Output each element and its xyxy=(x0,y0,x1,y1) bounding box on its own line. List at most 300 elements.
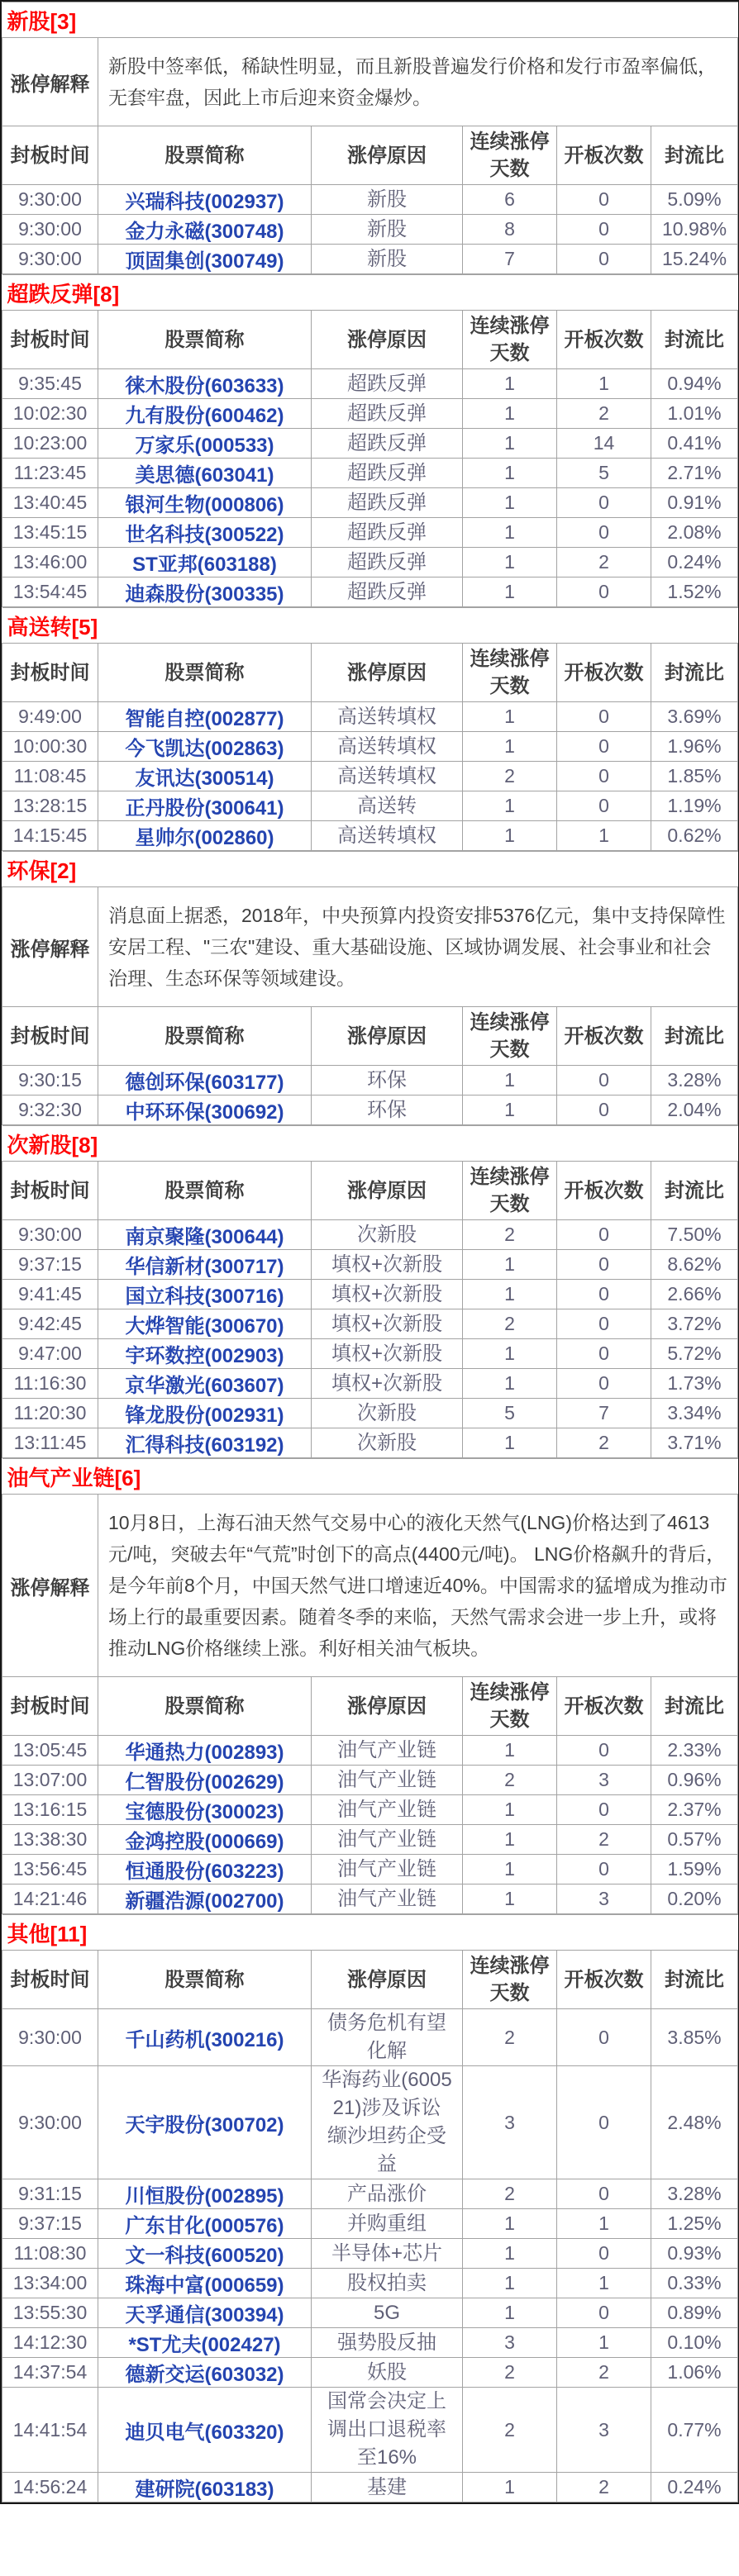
column-header: 涨停原因 xyxy=(312,1951,463,2009)
stock-row xyxy=(2,399,738,429)
streak-days: 1 xyxy=(463,1884,557,1914)
limit-up-reason: 华海药业(600521)涉及诉讼 缬沙坦药企受益 xyxy=(312,2066,463,2179)
streak-days: 2 xyxy=(463,2009,557,2066)
stock-name-link[interactable]: 徕木股份(603633) xyxy=(98,369,312,399)
column-header: 封板时间 xyxy=(2,1677,98,1736)
seal-time: 11:20:30 xyxy=(2,1399,98,1428)
streak-days: 2 xyxy=(463,2388,557,2473)
table-header-row xyxy=(2,1951,738,2009)
reopen-count: 0 xyxy=(557,215,651,245)
seal-time: 13:45:15 xyxy=(2,518,98,548)
limit-up-reason: 油气产业链 xyxy=(312,1766,463,1795)
stock-name-link[interactable]: 天孚通信(300394) xyxy=(98,2298,312,2328)
explanation-label: 涨停解释 xyxy=(2,38,98,126)
stock-row xyxy=(2,732,738,762)
seal-flow-ratio: 2.48% xyxy=(651,2066,738,2179)
seal-time: 9:49:00 xyxy=(2,702,98,732)
table-header-row xyxy=(2,1677,738,1736)
stock-row xyxy=(2,2473,738,2502)
section-table xyxy=(2,607,738,851)
stock-name-link[interactable]: 迪贝电气(603320) xyxy=(98,2388,312,2473)
stock-row xyxy=(2,369,738,399)
stock-row xyxy=(2,185,738,215)
streak-days: 1 xyxy=(463,1096,557,1125)
seal-flow-ratio: 0.94% xyxy=(651,369,738,399)
streak-days: 1 xyxy=(463,1066,557,1096)
stock-name-link[interactable]: 顶固集创(300749) xyxy=(98,245,312,274)
seal-flow-ratio: 1.52% xyxy=(651,577,738,607)
table-header-row xyxy=(2,1007,738,1066)
limit-up-reason: 高送转填权 xyxy=(312,732,463,762)
column-header: 股票简称 xyxy=(98,1677,312,1736)
stock-row xyxy=(2,702,738,732)
section-title-row xyxy=(2,2,738,38)
reopen-count: 3 xyxy=(557,1766,651,1795)
reopen-count: 0 xyxy=(557,1096,651,1125)
column-header: 股票简称 xyxy=(98,1951,312,2009)
stock-row xyxy=(2,2269,738,2298)
stock-name-link[interactable]: 兴瑞科技(002937) xyxy=(98,185,312,215)
stock-name-link[interactable]: 智能自控(002877) xyxy=(98,702,312,732)
streak-days: 1 xyxy=(463,2298,557,2328)
seal-time: 14:15:45 xyxy=(2,821,98,851)
limit-up-reason: 超跌反弹 xyxy=(312,548,463,577)
limit-up-reason: 产品涨价 xyxy=(312,2179,463,2209)
stock-row xyxy=(2,1309,738,1339)
stock-row xyxy=(2,1399,738,1428)
stock-name-link[interactable]: 世名科技(300522) xyxy=(98,518,312,548)
limit-up-reason: 债务危机有望化解 xyxy=(312,2009,463,2066)
seal-flow-ratio: 0.89% xyxy=(651,2298,738,2328)
stock-name-link[interactable]: 金力永磁(300748) xyxy=(98,215,312,245)
reopen-count: 0 xyxy=(557,488,651,518)
section-title: 新股[3] xyxy=(2,2,738,38)
seal-time: 14:41:54 xyxy=(2,2388,98,2473)
reopen-count: 2 xyxy=(557,399,651,429)
seal-flow-ratio: 0.24% xyxy=(651,548,738,577)
seal-flow-ratio: 2.37% xyxy=(651,1795,738,1825)
reopen-count: 0 xyxy=(557,245,651,274)
stock-row xyxy=(2,245,738,274)
stock-name-link[interactable]: *ST尤夫(002427) xyxy=(98,2328,312,2358)
seal-flow-ratio: 0.77% xyxy=(651,2388,738,2473)
limit-up-reason: 填权+次新股 xyxy=(312,1309,463,1339)
streak-days: 2 xyxy=(463,1766,557,1795)
stock-row xyxy=(2,2298,738,2328)
stock-name-link[interactable]: 银河生物(000806) xyxy=(98,488,312,518)
limit-up-reason: 超跌反弹 xyxy=(312,429,463,459)
streak-days: 1 xyxy=(463,1795,557,1825)
stock-name-link[interactable]: 广东甘化(000576) xyxy=(98,2209,312,2239)
reopen-count: 0 xyxy=(557,1855,651,1884)
seal-time: 13:34:00 xyxy=(2,2269,98,2298)
streak-days: 1 xyxy=(463,1736,557,1766)
seal-time: 9:31:15 xyxy=(2,2179,98,2209)
column-header: 封流比 xyxy=(651,1007,738,1066)
stock-name-link[interactable]: 仁智股份(002629) xyxy=(98,1766,312,1795)
section-table xyxy=(2,1458,738,1914)
stock-row xyxy=(2,2328,738,2358)
reopen-count: 0 xyxy=(557,762,651,791)
reopen-count: 0 xyxy=(557,185,651,215)
section-table xyxy=(2,2,738,274)
section-table xyxy=(2,1914,738,2502)
seal-flow-ratio: 3.28% xyxy=(651,1066,738,1096)
limit-up-reason: 油气产业链 xyxy=(312,1855,463,1884)
limit-up-reason: 高送转填权 xyxy=(312,762,463,791)
seal-time: 9:35:45 xyxy=(2,369,98,399)
seal-time: 9:30:00 xyxy=(2,215,98,245)
seal-flow-ratio: 3.69% xyxy=(651,702,738,732)
table-header-row xyxy=(2,311,738,369)
seal-time: 13:28:15 xyxy=(2,791,98,821)
seal-time: 9:30:15 xyxy=(2,1066,98,1096)
seal-flow-ratio: 2.08% xyxy=(651,518,738,548)
stock-row xyxy=(2,1369,738,1399)
stock-row xyxy=(2,1736,738,1766)
section-title: 次新股[8] xyxy=(2,1126,738,1162)
reopen-count: 2 xyxy=(557,1428,651,1458)
column-header: 开板次数 xyxy=(557,1951,651,2009)
reopen-count: 0 xyxy=(557,518,651,548)
streak-days: 3 xyxy=(463,2066,557,2179)
seal-time: 11:08:45 xyxy=(2,762,98,791)
column-header: 开板次数 xyxy=(557,126,651,185)
seal-flow-ratio: 3.28% xyxy=(651,2179,738,2209)
reopen-count: 7 xyxy=(557,1399,651,1428)
seal-flow-ratio: 1.06% xyxy=(651,2358,738,2388)
seal-time: 13:05:45 xyxy=(2,1736,98,1766)
column-header: 股票简称 xyxy=(98,644,312,702)
streak-days: 1 xyxy=(463,791,557,821)
reopen-count: 0 xyxy=(557,1369,651,1399)
reopen-count: 0 xyxy=(557,577,651,607)
limit-up-reason: 次新股 xyxy=(312,1220,463,1250)
seal-time: 9:32:30 xyxy=(2,1096,98,1125)
seal-time: 13:07:00 xyxy=(2,1766,98,1795)
limit-up-reason: 填权+次新股 xyxy=(312,1369,463,1399)
reopen-count: 1 xyxy=(557,369,651,399)
limit-up-reason: 高送转填权 xyxy=(312,821,463,851)
column-header: 封板时间 xyxy=(2,1951,98,2009)
seal-time: 9:30:00 xyxy=(2,1220,98,1250)
reopen-count: 3 xyxy=(557,2388,651,2473)
seal-flow-ratio: 3.34% xyxy=(651,1399,738,1428)
streak-days: 1 xyxy=(463,1855,557,1884)
column-header: 股票简称 xyxy=(98,1162,312,1220)
stock-name-link[interactable]: 正丹股份(300641) xyxy=(98,791,312,821)
streak-days: 1 xyxy=(463,488,557,518)
seal-flow-ratio: 0.20% xyxy=(651,1884,738,1914)
limit-up-reason: 妖股 xyxy=(312,2358,463,2388)
stock-row xyxy=(2,762,738,791)
stock-name-link[interactable]: 大烨智能(300670) xyxy=(98,1309,312,1339)
seal-flow-ratio: 3.71% xyxy=(651,1428,738,1458)
stock-row xyxy=(2,429,738,459)
limit-up-reason: 油气产业链 xyxy=(312,1795,463,1825)
reopen-count: 0 xyxy=(557,732,651,762)
seal-time: 14:56:24 xyxy=(2,2473,98,2502)
reopen-count: 1 xyxy=(557,821,651,851)
streak-days: 1 xyxy=(463,577,557,607)
streak-days: 1 xyxy=(463,1369,557,1399)
reopen-count: 0 xyxy=(557,702,651,732)
seal-time: 9:30:00 xyxy=(2,2066,98,2179)
seal-time: 9:30:00 xyxy=(2,185,98,215)
stock-name-link[interactable]: 中环环保(300692) xyxy=(98,1096,312,1125)
column-header: 涨停原因 xyxy=(312,126,463,185)
limit-up-reason: 高送转填权 xyxy=(312,702,463,732)
seal-time: 11:23:45 xyxy=(2,459,98,488)
seal-time: 11:16:30 xyxy=(2,1369,98,1399)
stock-row xyxy=(2,1825,738,1855)
limit-up-reason: 超跌反弹 xyxy=(312,488,463,518)
stock-name-link[interactable]: 文一科技(600520) xyxy=(98,2239,312,2269)
stock-name-link[interactable]: 川恒股份(002895) xyxy=(98,2179,312,2209)
seal-time: 11:08:30 xyxy=(2,2239,98,2269)
stock-name-link[interactable]: 德新交运(603032) xyxy=(98,2358,312,2388)
stock-name-link[interactable]: 锋龙股份(002931) xyxy=(98,1399,312,1428)
streak-days: 2 xyxy=(463,2358,557,2388)
streak-days: 7 xyxy=(463,245,557,274)
seal-flow-ratio: 3.85% xyxy=(651,2009,738,2066)
limit-up-reason: 填权+次新股 xyxy=(312,1339,463,1369)
column-header: 连续涨停天数 xyxy=(463,1162,557,1220)
explanation-label: 涨停解释 xyxy=(2,1495,98,1677)
seal-flow-ratio: 1.25% xyxy=(651,2209,738,2239)
seal-flow-ratio: 1.85% xyxy=(651,762,738,791)
stock-row xyxy=(2,1280,738,1309)
stock-name-link[interactable]: 今飞凯达(002863) xyxy=(98,732,312,762)
reopen-count: 1 xyxy=(557,2328,651,2358)
seal-flow-ratio: 0.24% xyxy=(651,2473,738,2502)
seal-flow-ratio: 5.72% xyxy=(651,1339,738,1369)
limit-up-reason: 并购重组 xyxy=(312,2209,463,2239)
seal-time: 13:56:45 xyxy=(2,1855,98,1884)
stock-name-link[interactable]: 京华激光(603607) xyxy=(98,1369,312,1399)
seal-time: 10:02:30 xyxy=(2,399,98,429)
limit-up-reason: 填权+次新股 xyxy=(312,1280,463,1309)
streak-days: 1 xyxy=(463,429,557,459)
streak-days: 1 xyxy=(463,548,557,577)
seal-flow-ratio: 2.66% xyxy=(651,1280,738,1309)
streak-days: 1 xyxy=(463,518,557,548)
section-title-row xyxy=(2,1915,738,1951)
stock-row xyxy=(2,488,738,518)
reopen-count: 1 xyxy=(557,2269,651,2298)
streak-days: 1 xyxy=(463,2473,557,2502)
reopen-count: 2 xyxy=(557,1825,651,1855)
reopen-count: 2 xyxy=(557,548,651,577)
seal-time: 13:40:45 xyxy=(2,488,98,518)
stock-name-link[interactable]: 迪森股份(300335) xyxy=(98,577,312,607)
column-header: 股票简称 xyxy=(98,126,312,185)
seal-time: 13:38:30 xyxy=(2,1825,98,1855)
streak-days: 1 xyxy=(463,1280,557,1309)
reopen-count: 0 xyxy=(557,2009,651,2066)
reopen-count: 0 xyxy=(557,2239,651,2269)
reopen-count: 0 xyxy=(557,2066,651,2179)
reopen-count: 0 xyxy=(557,1795,651,1825)
stock-row xyxy=(2,1096,738,1125)
limit-up-reason: 基建 xyxy=(312,2473,463,2502)
seal-flow-ratio: 2.04% xyxy=(651,1096,738,1125)
stock-row xyxy=(2,577,738,607)
stock-name-link[interactable]: 建研院(603183) xyxy=(98,2473,312,2502)
seal-time: 9:42:45 xyxy=(2,1309,98,1339)
column-header: 封板时间 xyxy=(2,126,98,185)
limit-up-reason: 超跌反弹 xyxy=(312,369,463,399)
stock-row xyxy=(2,518,738,548)
section-title-row xyxy=(2,275,738,311)
explanation-row xyxy=(2,38,738,126)
seal-time: 10:23:00 xyxy=(2,429,98,459)
reopen-count: 2 xyxy=(557,2358,651,2388)
limit-up-reason: 强势股反抽 xyxy=(312,2328,463,2358)
stock-name-link[interactable]: 星帅尔(002860) xyxy=(98,821,312,851)
column-header: 封板时间 xyxy=(2,1007,98,1066)
stock-row xyxy=(2,459,738,488)
streak-days: 2 xyxy=(463,762,557,791)
seal-flow-ratio: 1.73% xyxy=(651,1369,738,1399)
streak-days: 1 xyxy=(463,369,557,399)
streak-days: 3 xyxy=(463,2328,557,2358)
seal-flow-ratio: 15.24% xyxy=(651,245,738,274)
seal-flow-ratio: 0.91% xyxy=(651,488,738,518)
seal-time: 13:55:30 xyxy=(2,2298,98,2328)
stock-name-link[interactable]: 九有股份(600462) xyxy=(98,399,312,429)
column-header: 封流比 xyxy=(651,1951,738,2009)
column-header: 封流比 xyxy=(651,311,738,369)
limit-up-reason: 新股 xyxy=(312,185,463,215)
reopen-count: 0 xyxy=(557,2179,651,2209)
seal-flow-ratio: 3.72% xyxy=(651,1309,738,1339)
seal-time: 9:30:00 xyxy=(2,245,98,274)
limit-up-reason: 半导体+芯片 xyxy=(312,2239,463,2269)
stock-name-link[interactable]: 南京聚隆(300644) xyxy=(98,1220,312,1250)
seal-time: 9:30:00 xyxy=(2,2009,98,2066)
streak-days: 1 xyxy=(463,1428,557,1458)
table-header-row xyxy=(2,126,738,185)
section-title: 其他[11] xyxy=(2,1915,738,1951)
limit-up-reason: 国常会决定上调出口退税率至16% xyxy=(312,2388,463,2473)
reopen-count: 0 xyxy=(557,1280,651,1309)
section-table xyxy=(2,851,738,1125)
reopen-count: 0 xyxy=(557,2298,651,2328)
stock-name-link[interactable]: 千山药机(300216) xyxy=(98,2009,312,2066)
stock-name-link[interactable]: 友讯达(300514) xyxy=(98,762,312,791)
column-header: 连续涨停天数 xyxy=(463,126,557,185)
seal-flow-ratio: 8.62% xyxy=(651,1250,738,1280)
stock-name-link[interactable]: 美思德(603041) xyxy=(98,459,312,488)
stock-name-link[interactable]: ST亚邦(603188) xyxy=(98,548,312,577)
reopen-count: 0 xyxy=(557,1250,651,1280)
stock-name-link[interactable]: 宇环数控(002903) xyxy=(98,1339,312,1369)
limit-up-reason: 次新股 xyxy=(312,1399,463,1428)
explanation-text: 新股中签率低，稀缺性明显，而且新股普遍发行价格和发行市盈率偏低，无套牢盘，因此上市后迎来资金爆炒。 xyxy=(98,38,738,126)
streak-days: 2 xyxy=(463,1220,557,1250)
stock-row xyxy=(2,215,738,245)
stock-row xyxy=(2,1220,738,1250)
stock-name-link[interactable]: 珠海中富(000659) xyxy=(98,2269,312,2298)
stock-name-link[interactable]: 汇得科技(603192) xyxy=(98,1428,312,1458)
streak-days: 1 xyxy=(463,399,557,429)
stock-name-link[interactable]: 华信新材(300717) xyxy=(98,1250,312,1280)
seal-time: 13:11:45 xyxy=(2,1428,98,1458)
seal-time: 13:54:45 xyxy=(2,577,98,607)
column-header: 开板次数 xyxy=(557,1007,651,1066)
column-header: 封流比 xyxy=(651,1162,738,1220)
streak-days: 1 xyxy=(463,1339,557,1369)
column-header: 开板次数 xyxy=(557,311,651,369)
seal-time: 14:12:30 xyxy=(2,2328,98,2358)
column-header: 封板时间 xyxy=(2,644,98,702)
seal-flow-ratio: 1.19% xyxy=(651,791,738,821)
stock-row xyxy=(2,2358,738,2388)
limit-up-reason: 环保 xyxy=(312,1066,463,1096)
section-title-row xyxy=(2,1459,738,1495)
seal-time: 13:16:15 xyxy=(2,1795,98,1825)
reopen-count: 0 xyxy=(557,1066,651,1096)
stock-name-link[interactable]: 国立科技(300716) xyxy=(98,1280,312,1309)
section-title-row xyxy=(2,1126,738,1162)
column-header: 封板时间 xyxy=(2,311,98,369)
stock-row xyxy=(2,821,738,851)
explanation-text: 消息面上据悉，2018年，中央预算内投资安排5376亿元，集中支持保障性安居工程、"三农"建设、重大基础设施、区域协调发展、社会事业和社会治理、生态环保等领域建设。 xyxy=(98,887,738,1007)
stock-name-link[interactable]: 万家乐(000533) xyxy=(98,429,312,459)
streak-days: 1 xyxy=(463,702,557,732)
column-header: 连续涨停天数 xyxy=(463,1007,557,1066)
stock-name-link[interactable]: 天宇股份(300702) xyxy=(98,2066,312,2179)
reopen-count: 3 xyxy=(557,1884,651,1914)
reopen-count: 0 xyxy=(557,1220,651,1250)
seal-flow-ratio: 7.50% xyxy=(651,1220,738,1250)
stock-name-link[interactable]: 恒通股份(603223) xyxy=(98,1855,312,1884)
column-header: 连续涨停天数 xyxy=(463,1677,557,1736)
section-title: 高送转[5] xyxy=(2,608,738,644)
stock-row xyxy=(2,2388,738,2473)
seal-flow-ratio: 2.33% xyxy=(651,1736,738,1766)
limit-up-reason: 股权拍卖 xyxy=(312,2269,463,2298)
seal-flow-ratio: 10.98% xyxy=(651,215,738,245)
stock-name-link[interactable]: 宝德股份(300023) xyxy=(98,1795,312,1825)
seal-flow-ratio: 0.57% xyxy=(651,1825,738,1855)
stock-row xyxy=(2,1339,738,1369)
seal-flow-ratio: 0.10% xyxy=(651,2328,738,2358)
streak-days: 8 xyxy=(463,215,557,245)
limit-up-reason: 超跌反弹 xyxy=(312,399,463,429)
seal-time: 9:37:15 xyxy=(2,1250,98,1280)
limit-up-reason: 5G xyxy=(312,2298,463,2328)
column-header: 连续涨停天数 xyxy=(463,644,557,702)
streak-days: 6 xyxy=(463,185,557,215)
stock-name-link[interactable]: 德创环保(603177) xyxy=(98,1066,312,1096)
limit-up-reason: 超跌反弹 xyxy=(312,577,463,607)
section-title-row xyxy=(2,608,738,644)
stock-name-link[interactable]: 华通热力(002893) xyxy=(98,1736,312,1766)
seal-time: 13:46:00 xyxy=(2,548,98,577)
reopen-count: 0 xyxy=(557,1309,651,1339)
streak-days: 1 xyxy=(463,2269,557,2298)
explanation-label: 涨停解释 xyxy=(2,887,98,1007)
stock-name-link[interactable]: 新疆浩源(002700) xyxy=(98,1884,312,1914)
stock-name-link[interactable]: 金鸿控股(000669) xyxy=(98,1825,312,1855)
explanation-text: 10月8日，上海石油天然气交易中心的液化天然气(LNG)价格达到了4613元/吨，突破去年“气荒”时创下的高点(4400元/吨)。 LNG价格飙升的背后，是今年前8个月，中国天然气进口增速近40%。中国需求的猛增成为推动市场上行的最重要因素。随着冬季的来临，天然气需求会进一步上升，或将推动LNG价格继续上涨。利好相关油气板块。 xyxy=(98,1495,738,1677)
stock-row xyxy=(2,1884,738,1914)
limit-up-reason: 高送转 xyxy=(312,791,463,821)
section-table xyxy=(2,274,738,607)
column-header: 涨停原因 xyxy=(312,1007,463,1066)
